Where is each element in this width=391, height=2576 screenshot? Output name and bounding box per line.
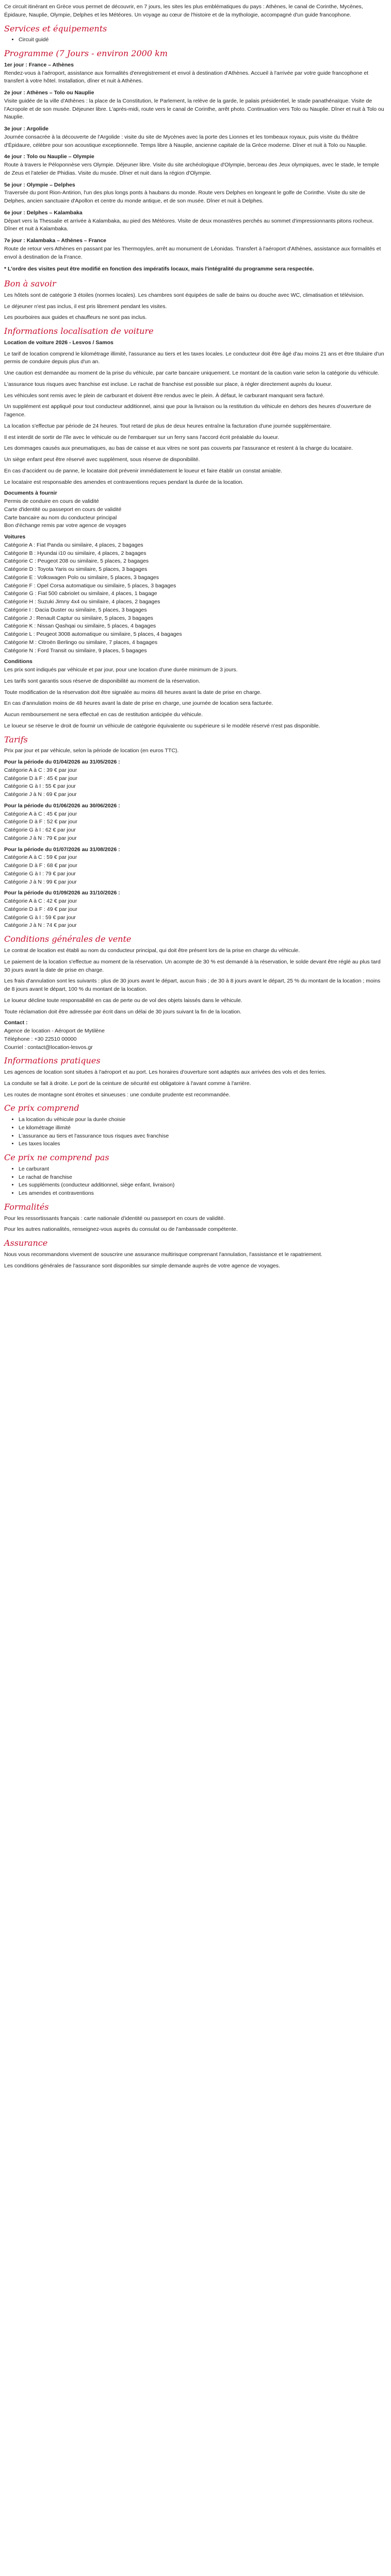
practical-paragraph: Les agences de location sont situées à l'aéroport et au port. Les horaires d'ouverture sont adaptés aux arrivées des vols et des ferries. bbox=[4, 1069, 327, 1076]
pricing-heading: Tarifs bbox=[4, 734, 28, 744]
day-title: 7e jour : Kalambaka – Athènes – France bbox=[4, 238, 107, 244]
vehicle-item: Catégorie B : Hyundai i10 ou similaire, 4 places, 2 bagages bbox=[4, 550, 146, 556]
contact-line: Téléphone : +30 22510 00000 bbox=[4, 1036, 77, 1042]
programme-day bbox=[4, 89, 386, 122]
programme-heading: Programme (7 Jours - environ 2000 km bbox=[4, 48, 168, 59]
day-body: Visite guidée de la ville d'Athènes : la place de la Constitution, le Parlement, la relève de la garde, le palais présidentiel, le stade panathénaïque. Visite de l'Acropole et de son musée. Déjeuner libre. L'après-midi, route vers le canal de Corinthe, arrêt photo. Continuation vers Tolo ou Nauplie. Dîner et nuit à Tolo ou Nauplie. bbox=[4, 97, 384, 121]
insurance-paragraph: Les conditions générales de l'assurance sont disponibles sur simple demande auprès de votre agence de voyages. bbox=[4, 1262, 280, 1269]
day-body: Rendez-vous à l'aéroport, assistance aux formalités d'enregistrement et envol à destination d'Athènes. Accueil à l'arrivée par votre guide francophone et transfert à votre hôtel. Installation, dîner et nuit à Athènes. bbox=[4, 70, 369, 84]
formalities-paragraph: Un supplément est appliqué pour tout conducteur additionnel, ainsi que pour la livraison ou la restitution du véhicule en dehors des heures d'ouverture de l'agence. bbox=[4, 403, 371, 418]
accommodation-paragraph: Les pourboires aux guides et chauffeurs ne sont pas inclus. bbox=[4, 314, 147, 321]
programme-day bbox=[4, 209, 386, 233]
pricing-line: Catégorie D à F : 49 € par jour bbox=[4, 906, 77, 912]
day-title: 4e jour : Tolo ou Nauplie – Olympie bbox=[4, 154, 94, 160]
formalities-subtitle: Location de voiture 2026 - Lesvos / Samos bbox=[4, 339, 113, 346]
day-title: 1er jour : France – Athènes bbox=[4, 61, 74, 68]
formalities-paragraph: L'assurance tous risques avec franchise est incluse. Le rachat de franchise est possible sur place, à régler directement auprès du loueur. bbox=[4, 381, 332, 387]
not-included-item: • Le rachat de franchise bbox=[19, 1174, 386, 1182]
formalities-paragraph: La location s'effectue par période de 24 heures. Tout retard de plus de deux heures entraîne la facturation d'une journée supplémentaire. bbox=[4, 422, 332, 429]
pricing-line: Catégorie J à N : 74 € par jour bbox=[4, 922, 77, 929]
payment-paragraph: Le contrat de location est établi au nom du conducteur principal, qui doit être présent lors de la prise en charge du véhicule. bbox=[4, 947, 300, 954]
practical-paragraph: La conduite se fait à droite. Le port de la ceinture de sécurité est obligatoire à l'avant comme à l'arrière. bbox=[4, 1080, 251, 1087]
services-item: • Circuit guidé bbox=[19, 36, 386, 44]
practical-section bbox=[4, 1069, 386, 1099]
intro-text: Ce circuit itinérant en Grèce vous permet de découvrir, en 7 jours, les sites les plus emblématiques du pays : Athènes, le canal de Corinthe, Mycènes, Épidaure, Nauplie, Olympie, Delphes et les Météores. Un voyage au cœur de l'histoire et de la mythologie, accompagné d'un guide francophone. bbox=[4, 4, 363, 18]
pricing-period-head: Pour la période du 01/04/2026 au 31/05/2026 : bbox=[4, 759, 120, 766]
pricing-line: Catégorie A à C : 59 € par jour bbox=[4, 854, 77, 861]
pricing-period-head: Pour la période du 01/09/2026 au 31/10/2026 : bbox=[4, 890, 120, 896]
mandatory-heading: Documents à fournir bbox=[4, 490, 57, 497]
conditions-heading: Conditions bbox=[4, 658, 32, 665]
included-list bbox=[4, 1116, 386, 1148]
formalities-section bbox=[4, 339, 386, 487]
pricing-line: Catégorie G à I : 59 € par jour bbox=[4, 914, 76, 921]
accommodation-section bbox=[4, 292, 386, 322]
vehicle-item: Catégorie I : Dacia Duster ou similaire, 5 places, 3 bagages bbox=[4, 606, 147, 613]
not-included-item: • Les suppléments (conducteur additionnel, siège enfant, livraison) bbox=[19, 1181, 386, 1190]
practical-paragraph: Les routes de montagne sont étroites et sinueuses : une conduite prudente est recommandée. bbox=[4, 1091, 231, 1098]
day-title: 2e jour : Athènes – Tolo ou Nauplie bbox=[4, 90, 94, 96]
conditions-section bbox=[4, 666, 386, 731]
day-title: 3e jour : Argolide bbox=[4, 126, 48, 132]
not-included-item: • Le carburant bbox=[19, 1165, 386, 1174]
formalities-paragraph: Les dommages causés aux pneumatiques, au bas de caisse et aux vitres ne sont pas couverts par l'assurance et restent à la charge du locataire. bbox=[4, 445, 353, 452]
vehicle-item: Catégorie L : Peugeot 3008 automatique ou similaire, 5 places, 4 bagages bbox=[4, 631, 182, 638]
formalities-paragraph: Le locataire est responsable des amendes et contraventions reçues pendant la durée de la location. bbox=[4, 479, 244, 485]
insurance-paragraph: Nous vous recommandons vivement de souscrire une assurance multirisque comprenant l'annulation, l'assistance et le rapatriement. bbox=[4, 1251, 322, 1258]
accommodation-paragraph: Le déjeuner n'est pas inclus, il est pris librement pendant les visites. bbox=[4, 303, 167, 310]
services-list bbox=[4, 36, 386, 44]
payment-heading: Conditions générales de vente bbox=[4, 934, 132, 944]
vehicle-item: Catégorie N : Ford Transit ou similaire, 9 places, 5 bagages bbox=[4, 647, 147, 654]
pricing-line: Catégorie A à C : 45 € par jour bbox=[4, 810, 77, 817]
services-heading: Services et équipements bbox=[4, 23, 107, 33]
pricing-period-head: Pour la période du 01/06/2026 au 30/06/2026 : bbox=[4, 802, 120, 809]
formalities-paragraph: Un siège enfant peut être réservé avec supplément, sous réserve de disponibilité. bbox=[4, 456, 200, 463]
insurance-section bbox=[4, 1251, 386, 1270]
pricing-section bbox=[4, 747, 386, 930]
payment-paragraph: Le loueur décline toute responsabilité en cas de perte ou de vol des objets laissés dans le véhicule. bbox=[4, 997, 242, 1004]
not-included-heading: Ce prix ne comprend pas bbox=[4, 1153, 109, 1163]
day-title: 5e jour : Olympie – Delphes bbox=[4, 181, 75, 188]
vehicle-item: Catégorie D : Toyota Yaris ou similaire, 5 places, 3 bagages bbox=[4, 566, 148, 573]
programme-days bbox=[4, 61, 386, 262]
formalities-paragraph: Le tarif de location comprend le kilométrage illimité, l'assurance au tiers et les taxes locales. Le conducteur doit être âgé d'au moins 21 ans et être titulaire d'un permis de conduire depuis plus d'un an. bbox=[4, 350, 384, 365]
payment-section bbox=[4, 947, 386, 1052]
conditions-paragraph: Aucun remboursement ne sera effectué en cas de restitution anticipée du véhicule. bbox=[4, 711, 203, 718]
accommodation-heading: Bon à savoir bbox=[4, 279, 56, 289]
pricing-period bbox=[4, 802, 386, 843]
pricing-period bbox=[4, 758, 386, 799]
day-body: Route à travers le Péloponnèse vers Olympie. Déjeuner libre. Visite du site archéologique d'Olympie, berceau des Jeux olympiques, avec le stade, le temple de Zeus et l'atelier de Phidias. Visite du musée. Dîner et nuit dans la région d'Olympie. bbox=[4, 162, 379, 176]
contact-block bbox=[4, 1019, 386, 1052]
formalities-paragraph: En cas d'accident ou de panne, le locataire doit prévenir immédiatement le loueur et faire établir un constat amiable. bbox=[4, 467, 282, 474]
programme-day bbox=[4, 237, 386, 261]
pricing-line: Catégorie G à I : 62 € par jour bbox=[4, 827, 76, 834]
conditions-paragraph: Toute modification de la réservation doit être signalée au moins 48 heures avant la date de prise en charge. bbox=[4, 689, 262, 696]
day-body: Route de retour vers Athènes en passant par les Thermopyles, arrêt au monument de Léonidas. Transfert à l'aéroport d'Athènes, assistance aux formalités et envol à destination de la France. bbox=[4, 245, 381, 260]
pricing-line: Catégorie G à I : 79 € par jour bbox=[4, 870, 76, 877]
day-title: 6e jour : Delphes – Kalambaka bbox=[4, 209, 83, 216]
day-body: Journée consacrée à la découverte de l'Argolide : visite du site de Mycènes avec la porte des Lionnes et les tombeaux royaux, puis visite du théâtre d'Épidaure, célèbre pour son acoustique exceptionnelle. Temps libre à Nauplie, ancienne capitale de la Grèce moderne. Dîner et nuit à Tolo ou Nauplie. bbox=[4, 133, 367, 148]
vehicle-item: Catégorie C : Peugeot 208 ou similaire, 5 places, 2 bagages bbox=[4, 558, 149, 565]
programme-day bbox=[4, 125, 386, 149]
pricing-line: Catégorie D à F : 45 € par jour bbox=[4, 775, 77, 782]
formalities-paragraph: Une caution est demandée au moment de la prise du véhicule, par carte bancaire uniquement. Le montant de la caution varie selon la catégorie du véhicule. bbox=[4, 370, 380, 377]
vehicles-heading: Voitures bbox=[4, 534, 26, 540]
travel-formalities-paragraph: Pour les autres nationalités, renseignez-vous auprès du consulat ou de l'ambassade compétente. bbox=[4, 1226, 238, 1233]
mandatory-item: Bon d'échange remis par votre agence de voyages bbox=[4, 522, 126, 529]
programme-day bbox=[4, 61, 386, 86]
order-note: * L'ordre des visites peut être modifié en fonction des impératifs locaux, mais l'intégralité du programme sera respectée. bbox=[4, 266, 314, 273]
pricing-line: Catégorie G à I : 55 € par jour bbox=[4, 783, 76, 790]
pricing-intro: Prix par jour et par véhicule, selon la période de location (en euros TTC). bbox=[4, 748, 179, 754]
conditions-paragraph: Le loueur se réserve le droit de fournir un véhicule de catégorie équivalente ou supérieure si le modèle réservé n'est pas disponible. bbox=[4, 722, 320, 729]
travel-formalities-paragraph: Pour les ressortissants français : carte nationale d'identité ou passeport en cours de validité. bbox=[4, 1215, 225, 1222]
formalities-heading: Informations localisation de voiture bbox=[4, 326, 154, 336]
payment-paragraph: Les frais d'annulation sont les suivants : plus de 30 jours avant le départ, aucun frais ; de 30 à 8 jours avant le départ, 25 % du montant de la location ; moins de 8 jours avant le départ, 100 % du montant de la location. bbox=[4, 978, 381, 993]
included-item: • Le kilométrage illimité bbox=[19, 1124, 386, 1132]
included-item: • L'assurance au tiers et l'assurance tous risques avec franchise bbox=[19, 1132, 386, 1141]
conditions-paragraph: Les tarifs sont garantis sous réserve de disponibilité au moment de la réservation. bbox=[4, 677, 200, 684]
vehicle-item: Catégorie H : Suzuki Jimny 4x4 ou similaire, 4 places, 2 bagages bbox=[4, 599, 160, 605]
contact-head: Contact : bbox=[4, 1020, 28, 1026]
programme-day bbox=[4, 153, 386, 177]
vehicle-item: Catégorie K : Nissan Qashqai ou similaire, 5 places, 4 bagages bbox=[4, 623, 156, 630]
travel-formalities-heading: Formalités bbox=[4, 1201, 49, 1212]
vehicle-item: Catégorie E : Volkswagen Polo ou similaire, 5 places, 3 bagages bbox=[4, 574, 159, 581]
vehicle-item: Catégorie J : Renault Captur ou similaire, 5 places, 3 bagages bbox=[4, 615, 153, 621]
included-item: • La location du véhicule pour la durée choisie bbox=[19, 1116, 386, 1124]
payment-paragraph: Toute réclamation doit être adressée par écrit dans un délai de 30 jours suivant la fin de la location. bbox=[4, 1008, 241, 1015]
not-included-item: • Les amendes et contraventions bbox=[19, 1190, 386, 1198]
vehicle-item: Catégorie G : Fiat 500 cabriolet ou similaire, 4 places, 1 bagage bbox=[4, 590, 157, 597]
included-item: • Les taxes locales bbox=[19, 1140, 386, 1148]
contact-line: Agence de location - Aéroport de Mytilène bbox=[4, 1028, 105, 1035]
included-heading: Ce prix comprend bbox=[4, 1103, 79, 1113]
vehicles-list bbox=[4, 541, 386, 655]
not-included-list bbox=[4, 1165, 386, 1198]
mandatory-item: Carte bancaire au nom du conducteur principal bbox=[4, 514, 117, 521]
pricing-line: Catégorie J à N : 99 € par jour bbox=[4, 878, 77, 885]
pricing-line: Catégorie D à F : 68 € par jour bbox=[4, 862, 77, 869]
mandatory-list bbox=[4, 498, 386, 530]
conditions-paragraph: En cas d'annulation moins de 48 heures avant la date de prise en charge, une journée de location sera facturée. bbox=[4, 700, 273, 707]
pricing-line: Catégorie A à C : 39 € par jour bbox=[4, 767, 77, 773]
conditions-paragraph: Les prix sont indiqués par véhicule et par jour, pour une location d'une durée minimum de 3 jours. bbox=[4, 667, 238, 673]
formalities-paragraph: Les véhicules sont remis avec le plein de carburant et doivent être rendus avec le plein. À défaut, le carburant manquant sera facturé. bbox=[4, 392, 325, 399]
mandatory-item: Permis de conduire en cours de validité bbox=[4, 498, 99, 505]
page bbox=[0, 0, 391, 1270]
vehicle-item: Catégorie F : Opel Corsa automatique ou similaire, 5 places, 3 bagages bbox=[4, 582, 176, 589]
accommodation-paragraph: Les hôtels sont de catégorie 3 étoiles (normes locales). Les chambres sont équipées de salle de bains ou douche avec WC, climatisation et télévision. bbox=[4, 292, 365, 298]
mandatory-item: Carte d'identité ou passeport en cours de validité bbox=[4, 506, 122, 513]
vehicle-item: Catégorie A : Fiat Panda ou similaire, 4 places, 2 bagages bbox=[4, 541, 143, 548]
travel-formalities-section bbox=[4, 1215, 386, 1234]
pricing-line: Catégorie J à N : 69 € par jour bbox=[4, 791, 77, 798]
day-body: Départ vers la Thessalie et arrivée à Kalambaka, au pied des Météores. Visite de deux monastères perchés au sommet d'impressionnants pitons rocheux. Dîner et nuit à Kalambaka. bbox=[4, 217, 374, 232]
formalities-paragraph: Il est interdit de sortir de l'île avec le véhicule ou de l'embarquer sur un ferry sans l'accord écrit préalable du loueur. bbox=[4, 434, 280, 440]
vehicle-item: Catégorie M : Citroën Berlingo ou similaire, 7 places, 4 bagages bbox=[4, 639, 158, 646]
pricing-period-head: Pour la période du 01/07/2026 au 31/08/2026 : bbox=[4, 846, 120, 853]
pricing-line: Catégorie J à N : 79 € par jour bbox=[4, 835, 77, 841]
pricing-line: Catégorie D à F : 52 € par jour bbox=[4, 819, 77, 825]
pricing-period bbox=[4, 846, 386, 887]
pricing-period bbox=[4, 889, 386, 930]
contact-line: Courriel : contact@location-lesvos.gr bbox=[4, 1044, 93, 1050]
programme-day bbox=[4, 181, 386, 206]
insurance-heading: Assurance bbox=[4, 1238, 48, 1248]
pricing-line: Catégorie A à C : 42 € par jour bbox=[4, 898, 77, 905]
day-body: Traversée du pont Rion-Antirion, l'un des plus longs ponts à haubans du monde. Route vers Delphes en longeant le golfe de Corinthe. Visite du site de Delphes, ancien sanctuaire d'Apollon et centre du monde antique, et de son musée. Dîner et nuit à Delphes. bbox=[4, 190, 366, 205]
payment-paragraph: Le paiement de la location s'effectue au moment de la réservation. Un acompte de 30 % est demandé à la réservation, le solde devant être réglé au plus tard 30 jours avant la date de prise en charge. bbox=[4, 958, 381, 973]
practical-heading: Informations pratiques bbox=[4, 1056, 101, 1066]
